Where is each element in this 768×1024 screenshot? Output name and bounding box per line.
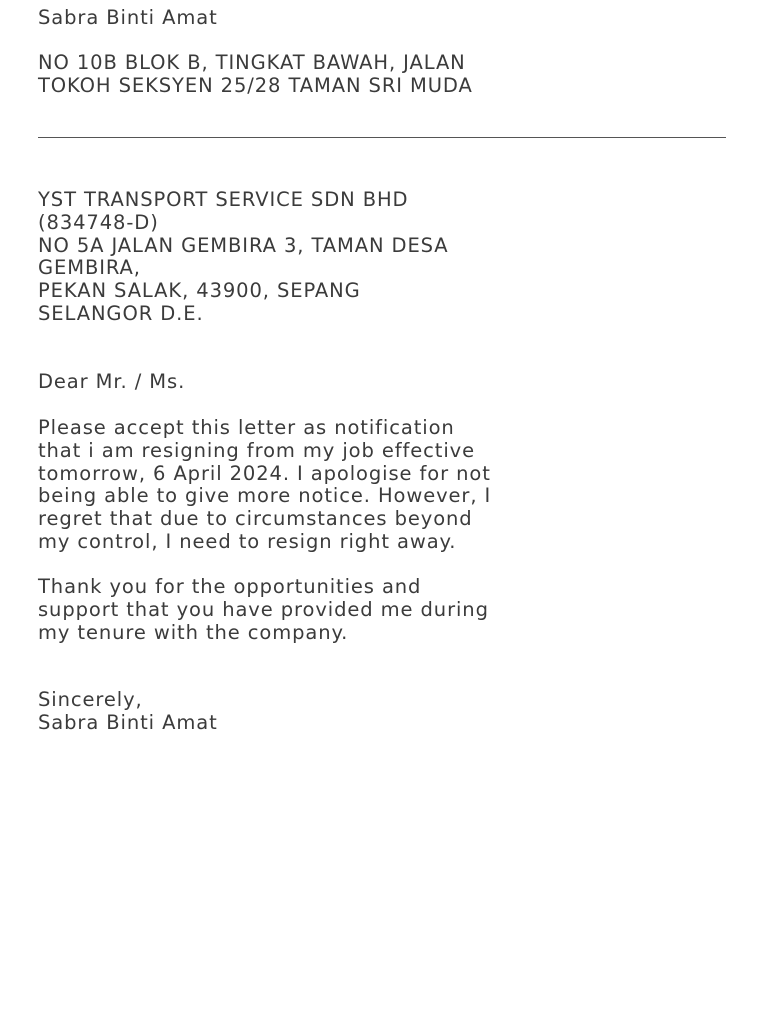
recipient-line: GEMBIRA, <box>38 256 141 280</box>
recipient-line: (834748-D) <box>38 210 159 234</box>
recipient-line: SELANGOR D.E. <box>38 301 204 325</box>
salutation-block <box>38 371 185 394</box>
paragraph-line: Please accept this letter as notification <box>38 416 455 439</box>
paragraph-line: tomorrow, 6 April 2024. I apologise for not <box>38 461 491 485</box>
paragraph-line: my control, I need to resign right away. <box>38 529 457 553</box>
recipient-address <box>38 189 449 326</box>
sender-address-line: TOKOH SEKSYEN 25/28 TAMAN SRI MUDA <box>38 73 473 97</box>
paragraph-line: Thank you for the opportunities and <box>38 575 422 598</box>
salutation: Dear Mr. / Ms. <box>38 370 186 393</box>
recipient-line: YST TRANSPORT SERVICE SDN BHD <box>38 188 409 211</box>
paragraph-line: regret that due to circumstances beyond <box>38 507 473 531</box>
paragraph-line: that i am resigning from my job effective <box>38 438 475 462</box>
sender-address <box>38 52 473 98</box>
recipient-line: NO 5A JALAN GEMBIRA 3, TAMAN DESA <box>38 233 449 257</box>
paragraph-line: being able to give more notice. However, I <box>38 484 492 508</box>
letter-page <box>38 0 730 1024</box>
paragraph-line: my tenure with the company. <box>38 620 349 644</box>
valediction: Sincerely, <box>38 688 143 711</box>
paragraph-line: support that you have provided me during <box>38 597 489 621</box>
closing-block <box>38 689 218 735</box>
signature-name: Sabra Binti Amat <box>38 710 218 734</box>
recipient-line: PEKAN SALAK, 43900, SEPANG <box>38 279 361 303</box>
sender-address-line: NO 10B BLOK B, TINGKAT BAWAH, JALAN <box>38 51 466 74</box>
body-paragraph-1 <box>38 417 491 554</box>
sender-block <box>38 7 218 30</box>
sender-name: Sabra Binti Amat <box>38 6 218 29</box>
divider-line <box>38 137 726 138</box>
body-paragraph-2 <box>38 576 489 644</box>
